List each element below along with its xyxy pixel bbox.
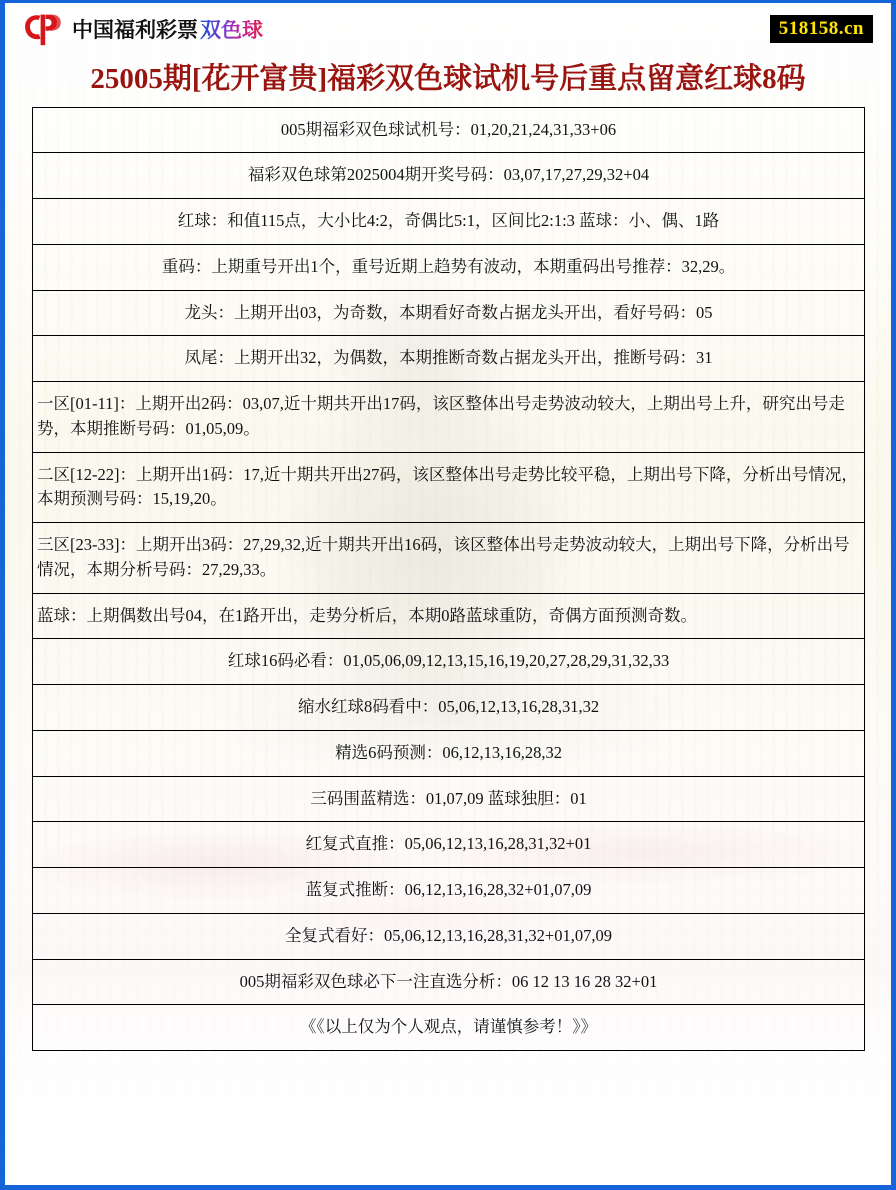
table-cell: 一区[01-11]：上期开出2码：03,07,近十期共开出17码，该区整体出号走势波动较大，上期出号上升，研究出号走势，本期推断号码：01,05,09。 xyxy=(33,382,865,453)
table-cell: 精选6码预测：06,12,13,16,28,32 xyxy=(33,730,865,776)
table-row xyxy=(33,452,865,523)
site-badge[interactable]: 518158.cn xyxy=(770,15,873,43)
page-title: 25005期[花开富贵]福彩双色球试机号后重点留意红球8码 xyxy=(90,63,806,95)
table-cell: 凤尾：上期开出32，为偶数，本期推断奇数占据龙头开出，推断号码：31 xyxy=(33,336,865,382)
table-row xyxy=(33,290,865,336)
table-cell: 红复式直推：05,06,12,13,16,28,31,32+01 xyxy=(33,822,865,868)
table-cell: 蓝复式推断：06,12,13,16,28,32+01,07,09 xyxy=(33,868,865,914)
table-row xyxy=(33,685,865,731)
china-welfare-lottery-logo-icon xyxy=(23,13,63,47)
table-row xyxy=(33,822,865,868)
page-content xyxy=(5,3,891,1051)
table-row xyxy=(33,593,865,639)
brand-logo[interactable] xyxy=(23,13,873,47)
table-row xyxy=(33,1005,865,1051)
table-cell: 全复式看好：05,06,12,13,16,28,31,32+01,07,09 xyxy=(33,913,865,959)
table-row xyxy=(33,382,865,453)
site-header xyxy=(5,3,891,61)
table-row xyxy=(33,107,865,153)
table-row xyxy=(33,244,865,290)
table-cell: 005期福彩双色球试机号：01,20,21,24,31,33+06 xyxy=(33,107,865,153)
logo-text-cn: 中国福利彩票 xyxy=(72,17,198,42)
table-cell: 《《以上仅为个人观点，请谨慎参考！》》 xyxy=(33,1005,865,1051)
prediction-table xyxy=(32,107,865,1052)
table-cell: 重码：上期重号开出1个，重号近期上趋势有波动，本期重码出号推荐：32,29。 xyxy=(33,244,865,290)
table-cell: 红球：和值115点，大小比4:2，奇偶比5:1，区间比2:1:3 蓝球：小、偶、1路 xyxy=(33,199,865,245)
table-row xyxy=(33,776,865,822)
table-row xyxy=(33,959,865,1005)
table-row xyxy=(33,199,865,245)
table-row xyxy=(33,868,865,914)
table-cell: 龙头：上期开出03，为奇数，本期看好奇数占据龙头开出，看好号码：05 xyxy=(33,290,865,336)
table-cell: 蓝球：上期偶数出号04，在1路开出，走势分析后，本期0路蓝球重防，奇偶方面预测奇数。 xyxy=(33,593,865,639)
logo-text-shuangseqiu: 双色球 xyxy=(200,17,263,42)
table-cell: 福彩双色球第2025004期开奖号码：03,07,17,27,29,32+04 xyxy=(33,153,865,199)
table-cell: 三区[23-33]：上期开出3码：27,29,32,近十期共开出16码，该区整体出号走势波动较大，上期出号下降，分析出号情况，本期分析号码：27,29,33。 xyxy=(33,523,865,594)
prediction-table-body xyxy=(33,107,865,1051)
table-cell: 缩水红球8码看中：05,06,12,13,16,28,31,32 xyxy=(33,685,865,731)
table-row xyxy=(33,336,865,382)
table-row xyxy=(33,639,865,685)
table-cell: 二区[12-22]：上期开出1码：17,近十期共开出27码，该区整体出号走势比较平稳，上期出号下降，分析出号情况，本期预测号码：15,19,20。 xyxy=(33,452,865,523)
table-cell: 红球16码必看：01,05,06,09,12,13,15,16,19,20,27,28,29,31,32,33 xyxy=(33,639,865,685)
prediction-table-wrapper xyxy=(5,107,891,1052)
table-row xyxy=(33,153,865,199)
table-row xyxy=(33,913,865,959)
table-row xyxy=(33,523,865,594)
table-cell: 三码围蓝精选：01,07,09 蓝球独胆：01 xyxy=(33,776,865,822)
table-cell: 005期福彩双色球必下一注直选分析：06 12 13 16 28 32+01 xyxy=(33,959,865,1005)
table-row xyxy=(33,730,865,776)
